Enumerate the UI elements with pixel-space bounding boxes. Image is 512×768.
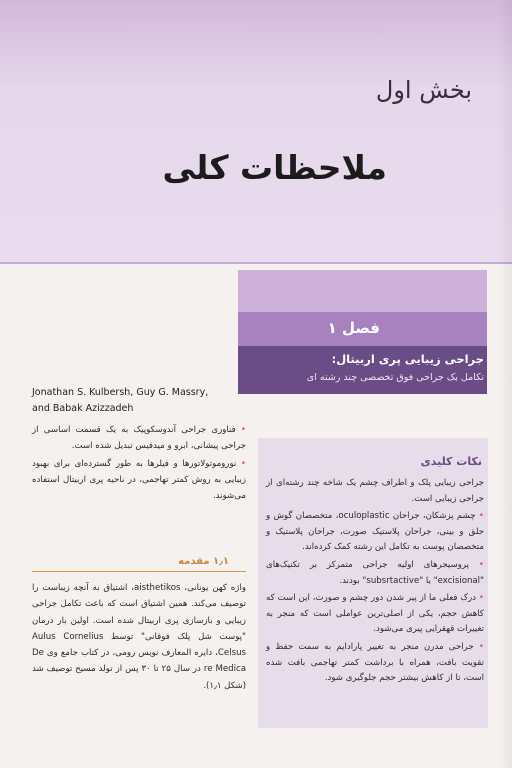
bullet-icon: • (475, 511, 484, 522)
bullet-icon: • (473, 641, 484, 652)
key-point-item (266, 509, 484, 556)
intro-divider (32, 571, 246, 572)
key-point-item (266, 558, 484, 589)
key-point-text: درک فعلی ما از پیر شدن دور چشم و صورت، این است که کاهش حجم، یکی از اصلی‌ترین عواملی است که منجر به تغییرات قهقرایی پیری می‌شود. (266, 593, 484, 635)
key-point-text: چشم پزشکان، جراحان oculoplastic، متخصصان گوش و حلق و بینی، جراحان پلاستیک صورت، جراحان پلاستیک و متخصصان پوست به تکامل این رشته کمک کرده‌اند. (266, 511, 484, 553)
bullet-icon: • (476, 593, 484, 604)
part-title: بخش اول (375, 76, 472, 104)
chapter-title: جراحی زیبایی پری اربیتال: (331, 352, 484, 366)
bullet-icon: • (468, 559, 484, 570)
key-point-item (266, 640, 484, 687)
chapter-subtitle: تکامل یک جراحی فوق تخصصی چند رشته ای (306, 372, 484, 383)
part-banner (0, 0, 512, 262)
left-key-points (32, 422, 246, 506)
key-point-text: جراحی مدرن منجر به تغییر پارادایم به سمت حفظ و تقویت بافت، همراه با برداشت کمتر تهاجمی بافت شده است، تا از کاهش بیشتر حجم جلوگیری شود. (266, 641, 484, 684)
key-point-text: جراحی زیبایی پلک و اطراف چشم یک شاخه چند رشته‌ای از جراحی زیبایی است. (266, 478, 484, 504)
chapter-header-band (238, 270, 487, 312)
bullet-icon: • (236, 459, 246, 469)
intro-paragraph: واژه کهن یونانی، aisthetikos، اشتیاق به آنچه زیباست را توصیف می‌کند. همین اشتیاق است که باعث تکامل جراحی زیبایی و بازسازی پری اربیتال شده است. اولین بار درمان "پوست شل پلک فوقانی" توسط Aulus Cornelius Celsus، دایره المعارف نویس رومی، در کتاب جامع وی De re Medica در سال ۲۵ تا ۳۰ پس از تولد مسیح توصیف شد (شکل ۱٫۱). (32, 583, 246, 691)
bullet-icon: • (235, 425, 246, 435)
section-title: ملاحظات کلی (162, 148, 387, 187)
page-gutter-shade (498, 0, 512, 768)
key-points-list (266, 476, 484, 689)
left-point-item (32, 422, 246, 454)
key-point-item (266, 591, 484, 638)
chapter-number: فصل ۱ (327, 319, 380, 337)
authors-line-2: and Babak Azizzadeh (32, 403, 134, 414)
key-point-text: پروسیجرهای اولیه جراحی متمرکز بر تکنیک‌های "excisional" یا "subsrtactive" بودند. (266, 559, 484, 586)
authors-line-1: Jonathan S. Kulbersh, Guy G. Massry, (32, 387, 209, 398)
left-point-item (32, 456, 246, 504)
key-points-heading: نکات کلیدی (420, 455, 482, 468)
left-point-text: نوروموتولاتورها و فیلرها به طور گسترده‌ای برای بهبود زیبایی به روش کمتر تهاجمی، در ناحیه پری اربیتال استفاده می‌شوند. (32, 459, 246, 501)
banner-divider (0, 262, 512, 264)
key-point-item (266, 476, 484, 507)
left-point-text: فناوری جراحی آندوسکوپیک به یک قسمت اساسی از جراحی پیشانی، ابرو و میدفیس تبدیل شده است. (32, 425, 246, 451)
intro-heading: ۱٫۱ مقدمه (178, 556, 229, 567)
authors (32, 385, 232, 417)
